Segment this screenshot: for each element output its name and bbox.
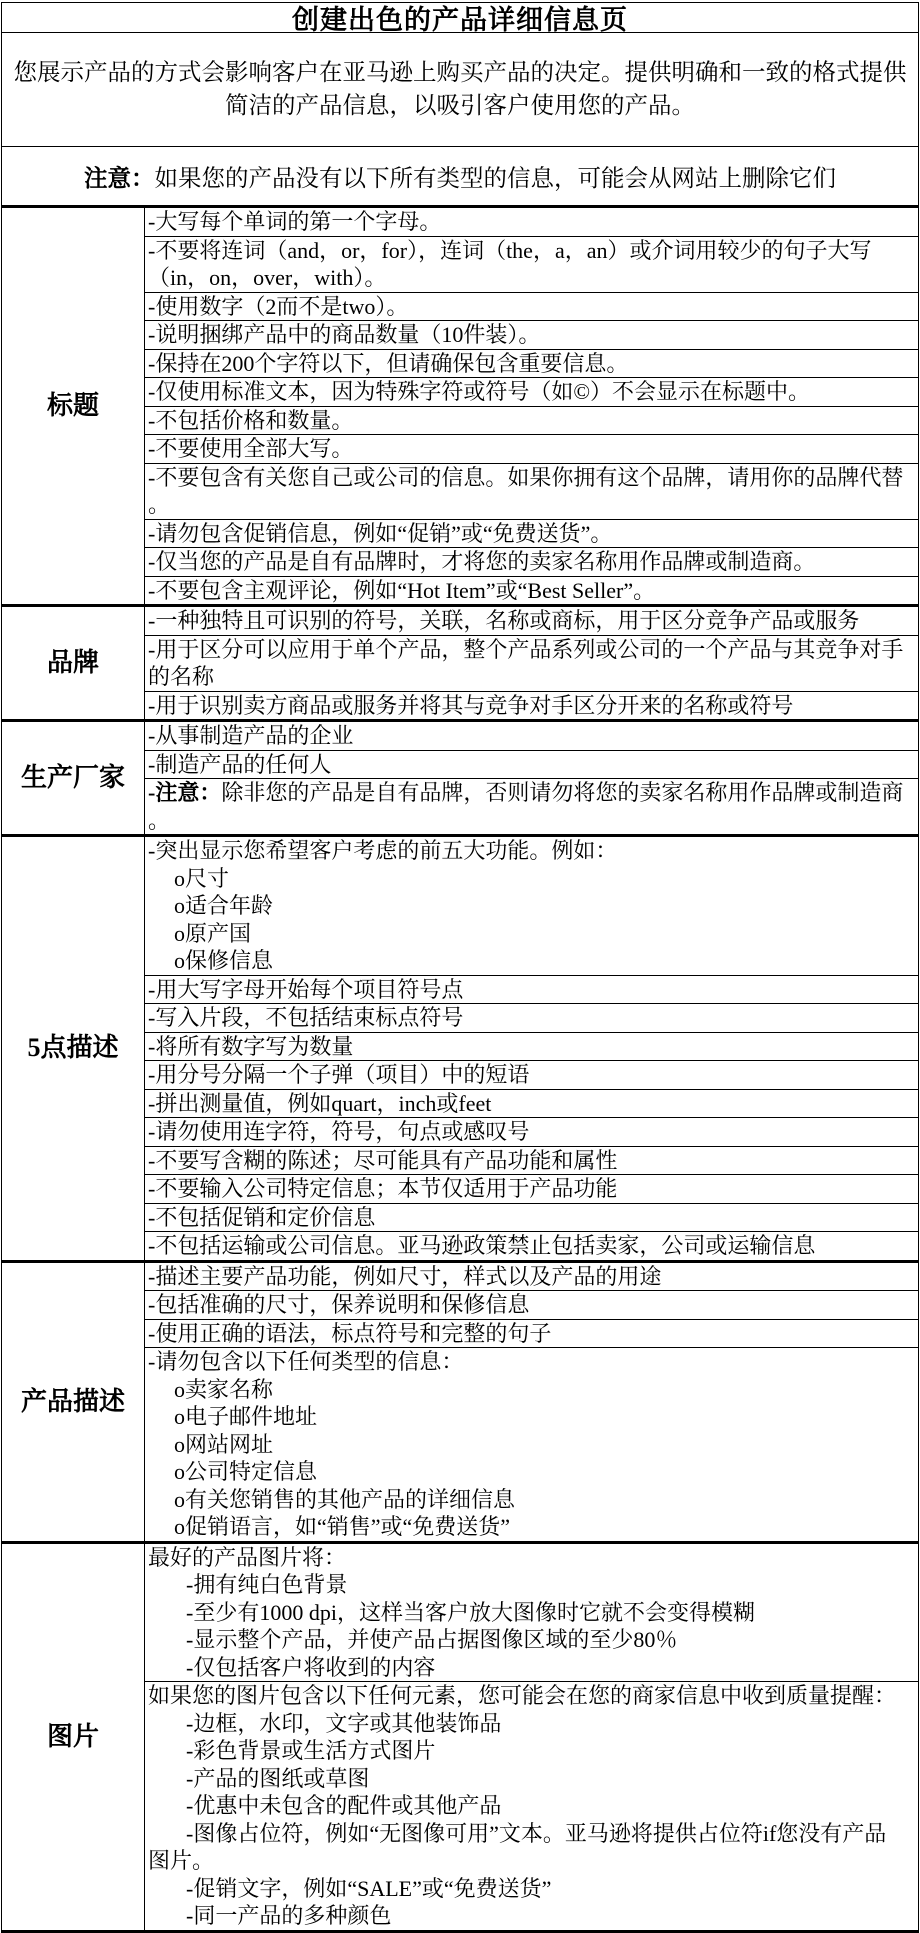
text-line: -写入片段，不包括结束标点符号 [148, 1005, 464, 1030]
note-row [2, 147, 918, 208]
section-rows [145, 837, 918, 1260]
section-rows [145, 607, 918, 719]
rule-row [145, 548, 918, 577]
text-line: -一种独特且可识别的符号，关联，名称或商标，用于区分竞争产品或服务 [148, 608, 860, 633]
text-line: -保持在200个字符以下，但请确保包含重要信息。 [148, 350, 629, 376]
bold-prefix: -注意： [148, 780, 222, 805]
text-line: -促销文字，例如“SALE”或“免费送货” [186, 1875, 552, 1901]
text-line: o有关您销售的其他产品的详细信息 [174, 1486, 516, 1512]
text-line: -同一产品的多种颜色 [186, 1903, 392, 1928]
text-line: -用于识别卖方商品或服务并将其与竞争对手区分开来的名称或符号 [148, 692, 794, 718]
text-line: -优惠中未包含的配件或其他产品 [186, 1793, 502, 1818]
rule-row [145, 1033, 918, 1062]
text-line: -彩色背景或生活方式图片 [186, 1738, 436, 1763]
text-line: （in，on，over，with）。 [148, 265, 387, 290]
section-5点描述 [2, 837, 918, 1263]
text-line: -产品的图纸或草图 [186, 1765, 370, 1791]
text-line: -请勿包含以下任何类型的信息： [148, 1349, 464, 1374]
text-line: -显示整个产品，并使产品占据图像区域的至少80％ [186, 1627, 678, 1652]
text-line: -仅使用标准文本，因为特殊字符或符号（如©）不会显示在标题中。 [148, 379, 811, 404]
text-line: 最好的产品图片将： [148, 1544, 347, 1570]
section-header: 5点描述 [2, 837, 145, 1260]
section-标题 [2, 208, 918, 607]
rule-row [145, 1348, 918, 1541]
rule-row [145, 208, 918, 237]
text-line: -不包括促销和定价信息 [148, 1204, 376, 1230]
rule-row [145, 1682, 918, 1930]
page-title: 创建出色的产品详细信息页 [2, 3, 918, 33]
rule-row [145, 1004, 918, 1033]
note-text: 如果您的产品没有以下所有类型的信息，可能会从网站上删除它们 [154, 166, 836, 192]
text-line: -拥有纯白色背景 [186, 1572, 348, 1597]
note-label: 注意： [84, 166, 155, 192]
intro-paragraph [2, 33, 918, 147]
text-line: o电子邮件地址 [174, 1404, 318, 1429]
text-line: -不包括运输或公司信息。亚马逊政策禁止包括卖家，公司或运输信息 [148, 1233, 816, 1258]
text-line: o原产国 [174, 920, 252, 946]
section-图片 [2, 1544, 918, 1930]
rule-row [145, 692, 918, 720]
rule-row [145, 407, 918, 436]
section-header: 生产厂家 [2, 722, 145, 834]
rule-row [145, 751, 918, 780]
section-产品描述 [2, 1263, 918, 1544]
rule-row [145, 1175, 918, 1204]
text-line: -注意：除非您的产品是自有品牌，否则请勿将您的卖家名称用作品牌或制造商 [148, 780, 904, 805]
text-line: -边框，水印，文字或其他装饰品 [186, 1710, 502, 1736]
text-line: -不要写含糊的陈述；尽可能具有产品功能和属性 [148, 1147, 618, 1173]
rule-row [145, 435, 918, 464]
rule-row [145, 1118, 918, 1147]
text-line: 。 [148, 807, 171, 833]
rule-row [145, 237, 918, 293]
text-line: 如果您的图片包含以下任何元素，您可能会在您的商家信息中收到质量提醒： [148, 1683, 897, 1708]
text-line: o促销语言，如“销售”或“免费送货” [174, 1514, 511, 1539]
text-line: -说明捆绑产品中的商品数量（10件装）。 [148, 322, 541, 347]
guidelines-table [1, 2, 919, 1933]
text-line: -请勿包含促销信息，例如“促销”或“免费送货”。 [148, 520, 613, 546]
rule-row [145, 1204, 918, 1233]
rule-row [145, 464, 918, 520]
text-line: -请勿使用连字符，符号，句点或感叹号 [148, 1119, 530, 1144]
section-rows [145, 208, 918, 604]
text-line: -用大写字母开始每个项目符号点 [148, 976, 464, 1002]
text-line: -大写每个单词的第一个字母。 [148, 209, 442, 234]
rule-row [145, 1263, 918, 1292]
text-line: 。 [148, 492, 171, 517]
sections-container [2, 208, 918, 1930]
text-line: -包括准确的尺寸，保养说明和保修信息 [148, 1292, 530, 1317]
intro-line-2: 简洁的产品信息，以吸引客户使用您的产品。 [225, 92, 695, 119]
rule-row [145, 1232, 918, 1260]
intro-line-1: 您展示产品的方式会影响客户在亚马逊上购买产品的决定。提供明确和一致的格式提供 [13, 59, 907, 86]
rule-row [145, 636, 918, 692]
rule-row [145, 1090, 918, 1119]
text-line: -将所有数字写为数量 [148, 1033, 354, 1059]
text-line: -至少有1000 dpi，这样当客户放大图像时它就不会变得模糊 [186, 1599, 755, 1625]
rule-row [145, 321, 918, 350]
rule-row [145, 1147, 918, 1176]
rule-row [145, 350, 918, 379]
text-line: o卖家名称 [174, 1376, 274, 1402]
text-line: -不要包含主观评论，例如“Hot Item”或“Best Seller”。 [148, 577, 656, 603]
section-生产厂家 [2, 722, 918, 837]
text-line: o适合年龄 [174, 893, 274, 918]
text-line: 的名称 [148, 664, 215, 689]
rule-row [145, 837, 918, 976]
section-header: 标题 [2, 208, 145, 604]
rule-row [145, 293, 918, 322]
rule-row [145, 607, 918, 636]
rule-row [145, 1291, 918, 1320]
text-line: -从事制造产品的企业 [148, 723, 354, 748]
text-line: -用于区分可以应用于单个产品，整个产品系列或公司的一个产品与其竞争对手 [148, 636, 904, 662]
rule-row [145, 1544, 918, 1683]
text-line: -不包括价格和数量。 [148, 407, 354, 433]
text-line: o公司特定信息 [174, 1459, 318, 1484]
text-line: o网站网址 [174, 1431, 274, 1457]
text-line: -不要包含有关您自己或公司的信息。如果你拥有这个品牌，请用你的品牌代替 [148, 464, 904, 490]
text-line: -不要将连词（and，or，for），连词（the，a，an）或介词用较少的句子大写 [148, 237, 872, 263]
rule-row [145, 976, 918, 1005]
text-line: -仅当您的产品是自有品牌时，才将您的卖家名称用作品牌或制造商。 [148, 549, 816, 574]
section-品牌 [2, 607, 918, 722]
section-header: 品牌 [2, 607, 145, 719]
rule-row [145, 520, 918, 549]
text-line: -使用正确的语法，标点符号和完整的句子 [148, 1320, 552, 1346]
section-header: 图片 [2, 1544, 145, 1930]
text-line: -拼出测量值，例如quart，inch或feet [148, 1090, 492, 1116]
section-rows [145, 1263, 918, 1541]
section-header: 产品描述 [2, 1263, 145, 1541]
text-line: -不要输入公司特定信息；本节仅适用于产品功能 [148, 1176, 618, 1201]
rule-row [145, 1061, 918, 1090]
text-line: -仅包括客户将收到的内容 [186, 1654, 436, 1680]
text-line: -用分号分隔一个子弹（项目）中的短语 [148, 1062, 530, 1087]
text-line: o尺寸 [174, 865, 230, 891]
rule-row [145, 779, 918, 834]
section-rows [145, 722, 918, 834]
text-line: -描述主要产品功能，例如尺寸，样式以及产品的用途 [148, 1263, 662, 1289]
text-line: -不要使用全部大写。 [148, 436, 354, 461]
text-line: o保修信息 [174, 948, 274, 973]
rule-row [145, 722, 918, 751]
text-line: -使用数字（2而不是two）。 [148, 293, 409, 319]
text-line: -制造产品的任何人 [148, 751, 332, 777]
text-line: -突出显示您希望客户考虑的前五大功能。例如： [148, 838, 618, 863]
rule-row [145, 378, 918, 407]
text-line: -图像占位符，例如“无图像可用”文本。亚马逊将提供占位符if您没有产品 [186, 1820, 887, 1846]
section-rows [145, 1544, 918, 1930]
rule-row [145, 1320, 918, 1349]
text-line: 图片。 [148, 1848, 215, 1873]
rule-row [145, 577, 918, 605]
